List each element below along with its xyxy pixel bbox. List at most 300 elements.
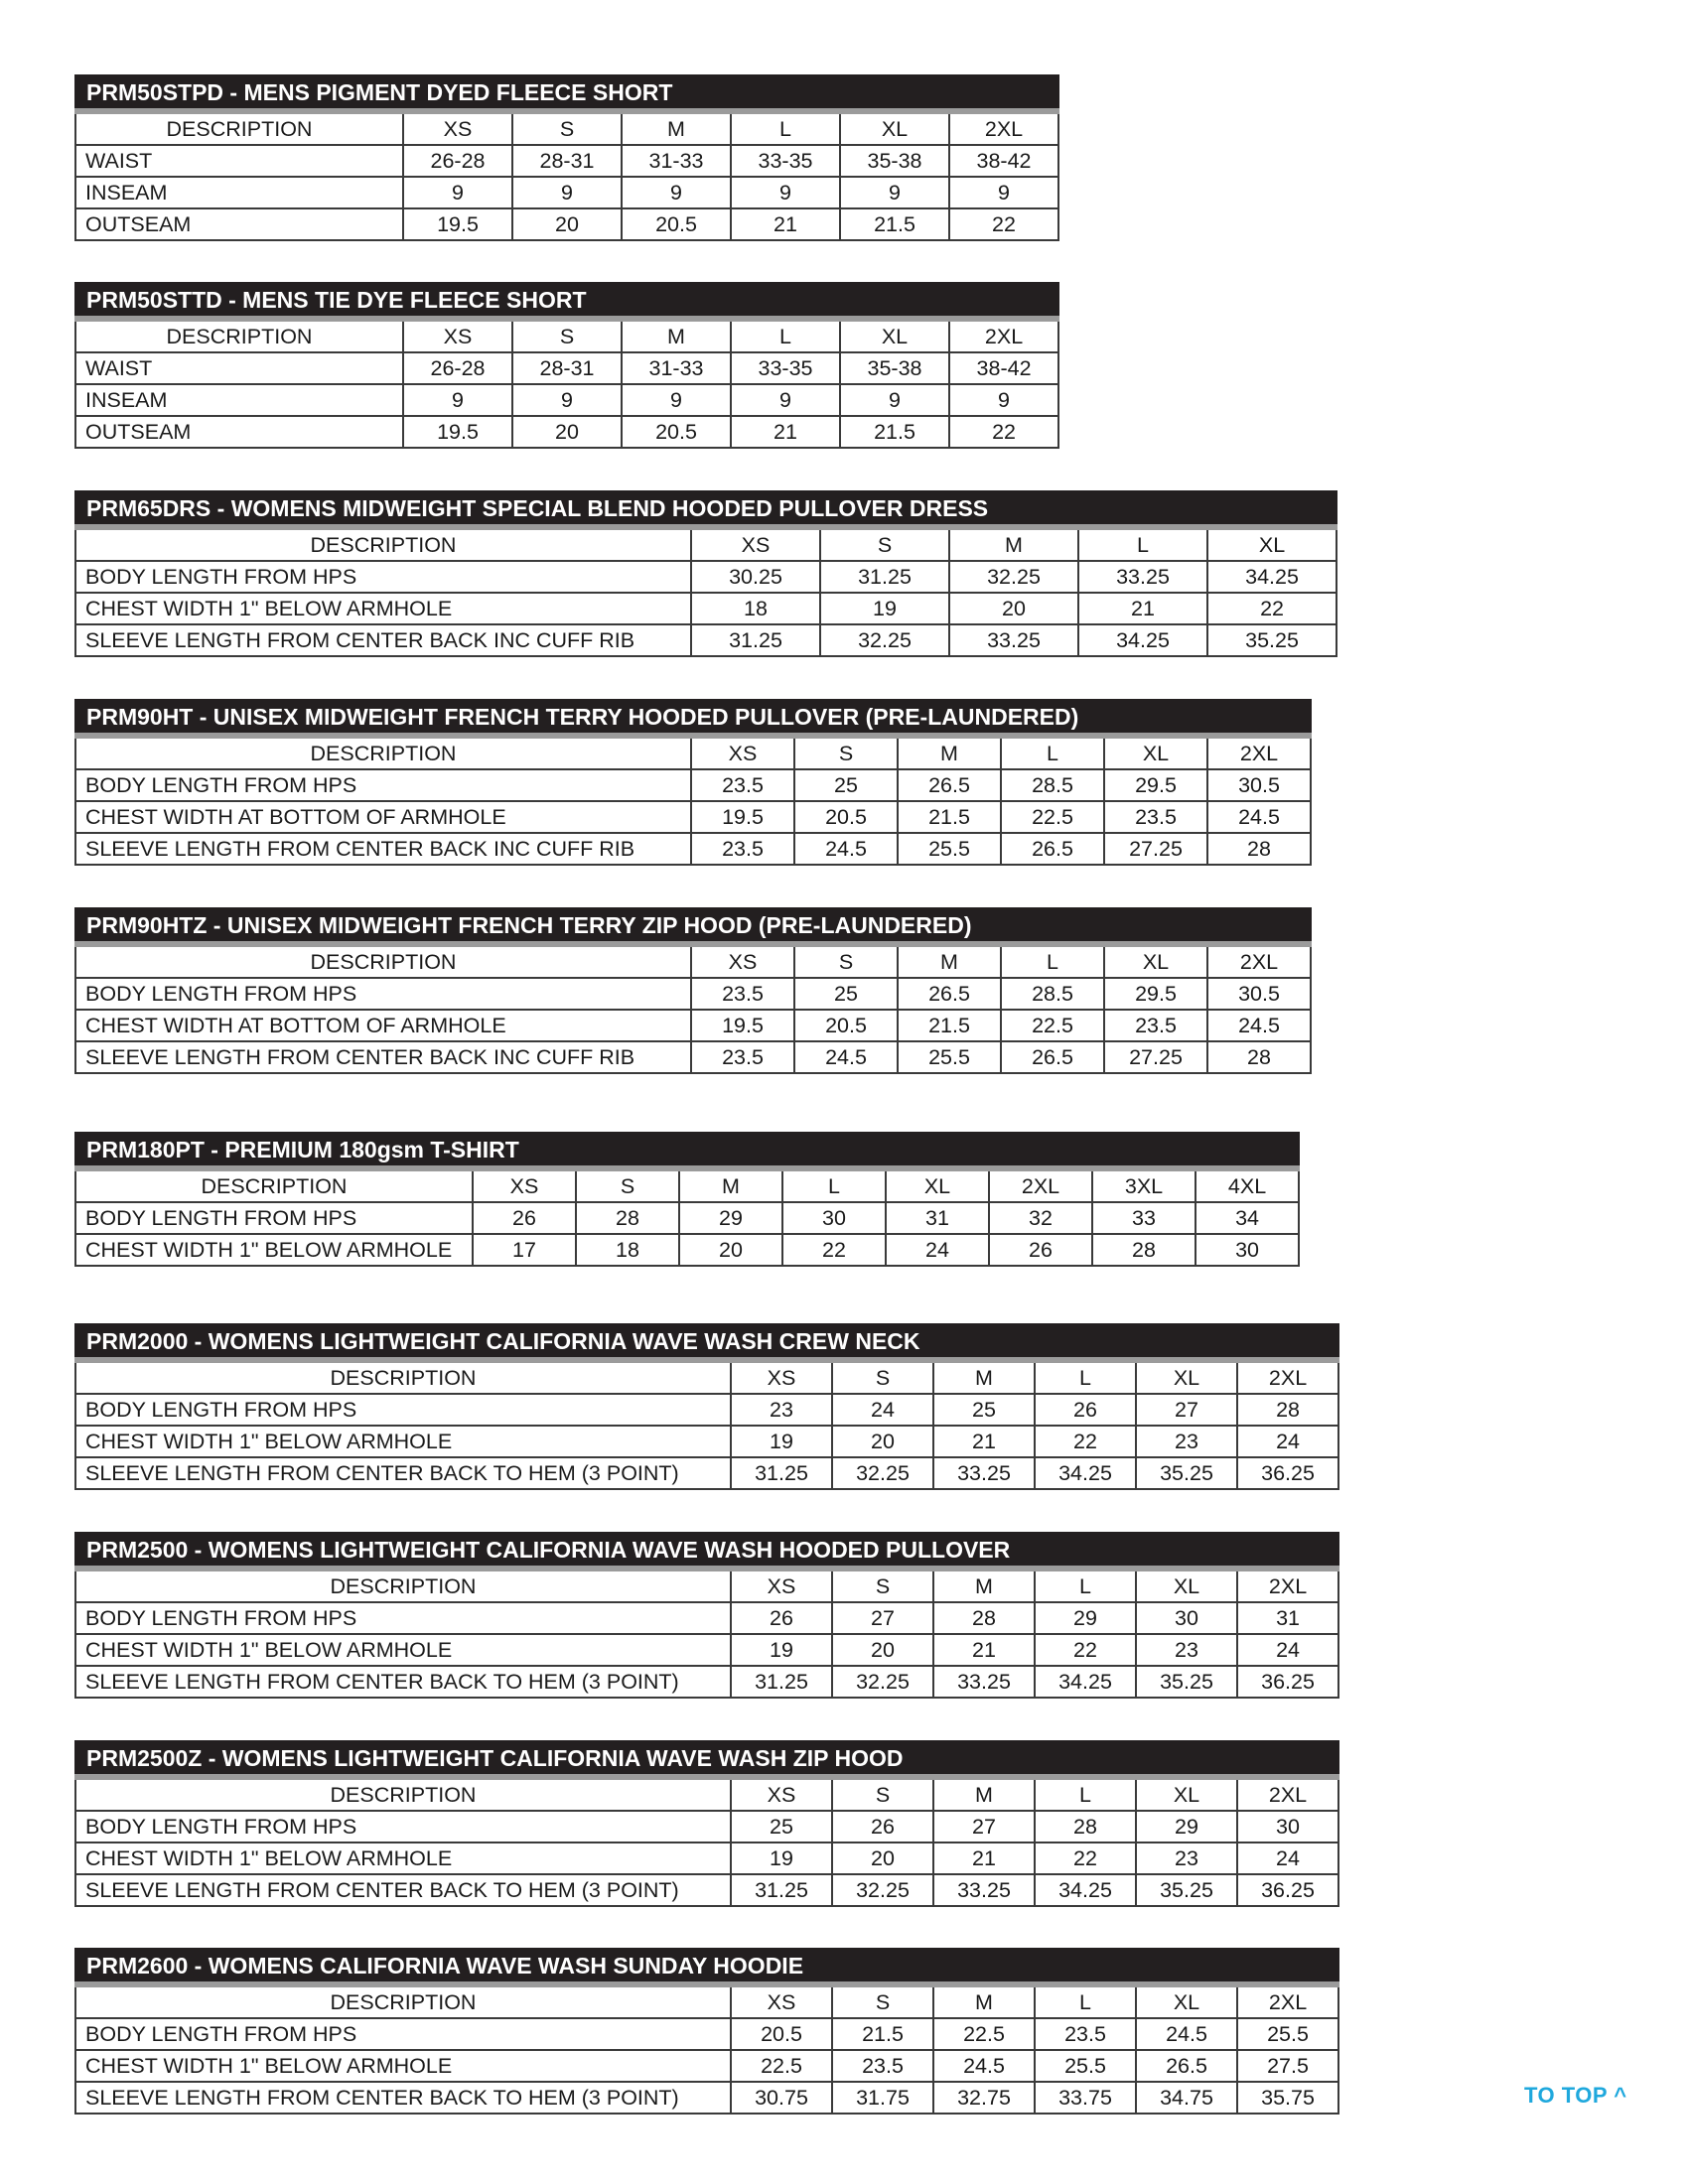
- description-header: DESCRIPTION: [75, 1777, 731, 1811]
- measurement-value: 28: [1207, 833, 1311, 865]
- measurement-value: 34.25: [1035, 1457, 1136, 1489]
- measurement-value: 34: [1196, 1202, 1299, 1234]
- measurement-value: 22: [1035, 1426, 1136, 1457]
- measurement-value: 20.5: [622, 416, 731, 448]
- table-row: [75, 1874, 1338, 1906]
- measurement-value: 21.5: [840, 208, 949, 240]
- measurement-value: 21.5: [840, 416, 949, 448]
- table-row: [75, 177, 1058, 208]
- measurement-value: 23.5: [1104, 1010, 1207, 1041]
- measurement-value: 19: [731, 1426, 832, 1457]
- measurement-value: 23: [1136, 1843, 1237, 1874]
- measurement-value: 19.5: [403, 416, 512, 448]
- measurement-value: 33-35: [731, 352, 840, 384]
- measurement-value: 20: [949, 593, 1078, 624]
- measurement-label: SLEEVE LENGTH FROM CENTER BACK TO HEM (3 POINT): [75, 2082, 731, 2114]
- measurement-label: BODY LENGTH FROM HPS: [75, 769, 691, 801]
- measurement-value: 19.5: [403, 208, 512, 240]
- measurement-value: 25: [731, 1811, 832, 1843]
- size-chart: [74, 907, 1312, 1074]
- measurement-label: CHEST WIDTH AT BOTTOM OF ARMHOLE: [75, 1010, 691, 1041]
- measurement-value: 26.5: [1136, 2050, 1237, 2082]
- measurement-value: 35.75: [1237, 2082, 1338, 2114]
- size-header: M: [933, 1984, 1035, 2018]
- measurement-value: 9: [840, 384, 949, 416]
- measurement-value: 33.25: [933, 1874, 1035, 1906]
- chart-title: PRM65DRS - WOMENS MIDWEIGHT SPECIAL BLEND HOODED PULLOVER DRESS: [75, 491, 1336, 527]
- measurement-value: 32.75: [933, 2082, 1035, 2114]
- measurement-value: 9: [949, 384, 1058, 416]
- size-header: 2XL: [1237, 1777, 1338, 1811]
- measurement-value: 27: [832, 1602, 933, 1634]
- size-chart: [74, 1323, 1339, 1490]
- measurement-value: 22: [1207, 593, 1336, 624]
- size-header: XS: [731, 1360, 832, 1394]
- measurement-value: 33.25: [933, 1666, 1035, 1698]
- measurement-value: 24: [886, 1234, 989, 1266]
- measurement-value: 18: [691, 593, 820, 624]
- description-header: DESCRIPTION: [75, 319, 403, 352]
- size-header: XL: [1136, 1984, 1237, 2018]
- measurement-value: 22: [1035, 1634, 1136, 1666]
- measurement-value: 20: [512, 208, 622, 240]
- measurement-value: 36.25: [1237, 1457, 1338, 1489]
- measurement-value: 31: [886, 1202, 989, 1234]
- size-header: S: [832, 1777, 933, 1811]
- measurement-label: INSEAM: [75, 384, 403, 416]
- description-header: DESCRIPTION: [75, 527, 691, 561]
- measurement-value: 33.75: [1035, 2082, 1136, 2114]
- size-header: XS: [691, 527, 820, 561]
- measurement-value: 20.5: [731, 2018, 832, 2050]
- measurement-value: 32.25: [832, 1457, 933, 1489]
- size-header: S: [576, 1168, 679, 1202]
- measurement-value: 19: [820, 593, 949, 624]
- table-row: [75, 384, 1058, 416]
- measurement-value: 26: [731, 1602, 832, 1634]
- measurement-value: 23.5: [691, 769, 794, 801]
- size-header: L: [1078, 527, 1207, 561]
- measurement-value: 9: [949, 177, 1058, 208]
- size-header: S: [832, 1984, 933, 2018]
- size-header: 2XL: [1207, 736, 1311, 769]
- size-header: S: [512, 319, 622, 352]
- measurement-value: 9: [512, 384, 622, 416]
- measurement-value: 31.25: [731, 1457, 832, 1489]
- measurement-value: 21.5: [832, 2018, 933, 2050]
- measurement-value: 22.5: [933, 2018, 1035, 2050]
- measurement-value: 27: [1136, 1394, 1237, 1426]
- measurement-label: INSEAM: [75, 177, 403, 208]
- size-header: L: [731, 319, 840, 352]
- measurement-value: 35.25: [1136, 1666, 1237, 1698]
- measurement-value: 9: [731, 177, 840, 208]
- table-row: [75, 2082, 1338, 2114]
- size-header: XL: [840, 319, 949, 352]
- table-row: [75, 1041, 1311, 1073]
- measurement-value: 30.5: [1207, 978, 1311, 1010]
- measurement-label: SLEEVE LENGTH FROM CENTER BACK INC CUFF RIB: [75, 1041, 691, 1073]
- table-row: [75, 1010, 1311, 1041]
- size-header: XL: [1104, 736, 1207, 769]
- measurement-value: 28: [1092, 1234, 1196, 1266]
- measurement-value: 28.5: [1001, 769, 1104, 801]
- measurement-value: 20: [832, 1634, 933, 1666]
- chart-title: PRM2500 - WOMENS LIGHTWEIGHT CALIFORNIA WAVE WASH HOODED PULLOVER: [75, 1533, 1338, 1569]
- measurement-value: 26: [1035, 1394, 1136, 1426]
- measurement-value: 26: [989, 1234, 1092, 1266]
- table-row: [75, 593, 1336, 624]
- measurement-value: 26-28: [403, 145, 512, 177]
- description-header: DESCRIPTION: [75, 1168, 473, 1202]
- measurement-value: 19.5: [691, 801, 794, 833]
- table-row: [75, 145, 1058, 177]
- measurement-value: 24: [1237, 1426, 1338, 1457]
- table-row: [75, 801, 1311, 833]
- measurement-value: 22: [1035, 1843, 1136, 1874]
- size-header: M: [933, 1569, 1035, 1602]
- measurement-value: 21: [933, 1843, 1035, 1874]
- measurement-value: 24: [1237, 1843, 1338, 1874]
- header-row: [75, 1360, 1338, 1394]
- measurement-value: 21.5: [898, 1010, 1001, 1041]
- size-header: XL: [1136, 1360, 1237, 1394]
- measurement-label: CHEST WIDTH 1" BELOW ARMHOLE: [75, 1426, 731, 1457]
- measurement-label: BODY LENGTH FROM HPS: [75, 2018, 731, 2050]
- size-header: 2XL: [1237, 1984, 1338, 2018]
- size-header: M: [933, 1360, 1035, 1394]
- size-header: L: [1035, 1777, 1136, 1811]
- measurement-value: 26: [473, 1202, 576, 1234]
- measurement-label: SLEEVE LENGTH FROM CENTER BACK INC CUFF RIB: [75, 624, 691, 656]
- table-row: [75, 352, 1058, 384]
- description-header: DESCRIPTION: [75, 736, 691, 769]
- size-header: XL: [840, 111, 949, 145]
- size-header: L: [782, 1168, 886, 1202]
- size-header: M: [933, 1777, 1035, 1811]
- measurement-value: 31.25: [731, 1666, 832, 1698]
- table-row: [75, 978, 1311, 1010]
- table-row: [75, 1234, 1299, 1266]
- size-header: XL: [1136, 1569, 1237, 1602]
- measurement-value: 34.75: [1136, 2082, 1237, 2114]
- measurement-value: 26.5: [1001, 1041, 1104, 1073]
- measurement-label: WAIST: [75, 352, 403, 384]
- table-row: [75, 1843, 1338, 1874]
- measurement-value: 17: [473, 1234, 576, 1266]
- size-chart: [74, 282, 1059, 449]
- measurement-label: CHEST WIDTH 1" BELOW ARMHOLE: [75, 1843, 731, 1874]
- table-row: [75, 1634, 1338, 1666]
- description-header: DESCRIPTION: [75, 1569, 731, 1602]
- chart-title: PRM50STPD - MENS PIGMENT DYED FLEECE SHORT: [75, 75, 1058, 111]
- size-header: L: [1035, 1569, 1136, 1602]
- measurement-value: 31-33: [622, 352, 731, 384]
- header-row: [75, 736, 1311, 769]
- size-chart: [74, 74, 1059, 241]
- measurement-value: 36.25: [1237, 1666, 1338, 1698]
- measurement-value: 38-42: [949, 352, 1058, 384]
- measurement-value: 24.5: [794, 1041, 898, 1073]
- table-row: [75, 2050, 1338, 2082]
- measurement-value: 25.5: [1237, 2018, 1338, 2050]
- size-chart: [74, 1948, 1339, 2115]
- description-header: DESCRIPTION: [75, 1360, 731, 1394]
- table-row: [75, 1202, 1299, 1234]
- size-header: 2XL: [949, 319, 1058, 352]
- measurement-label: OUTSEAM: [75, 416, 403, 448]
- measurement-label: OUTSEAM: [75, 208, 403, 240]
- measurement-value: 25: [794, 769, 898, 801]
- header-row: [75, 1168, 1299, 1202]
- measurement-value: 22.5: [1001, 801, 1104, 833]
- measurement-value: 24.5: [1207, 801, 1311, 833]
- description-header: DESCRIPTION: [75, 1984, 731, 2018]
- size-header: L: [731, 111, 840, 145]
- size-chart: [74, 1532, 1339, 1699]
- measurement-value: 31-33: [622, 145, 731, 177]
- size-chart: [74, 699, 1312, 866]
- measurement-value: 30: [782, 1202, 886, 1234]
- chart-title: PRM2500Z - WOMENS LIGHTWEIGHT CALIFORNIA WAVE WASH ZIP HOOD: [75, 1741, 1338, 1777]
- measurement-value: 28: [1035, 1811, 1136, 1843]
- measurement-value: 36.25: [1237, 1874, 1338, 1906]
- chart-title: PRM50STTD - MENS TIE DYE FLEECE SHORT: [75, 283, 1058, 319]
- chart-title: PRM90HT - UNISEX MIDWEIGHT FRENCH TERRY HOODED PULLOVER (PRE-LAUNDERED): [75, 700, 1311, 736]
- measurement-value: 31.25: [820, 561, 949, 593]
- measurement-value: 21: [1078, 593, 1207, 624]
- size-header: XL: [886, 1168, 989, 1202]
- measurement-value: 33-35: [731, 145, 840, 177]
- chart-title: PRM2600 - WOMENS CALIFORNIA WAVE WASH SUNDAY HOODIE: [75, 1949, 1338, 1984]
- header-row: [75, 319, 1058, 352]
- size-header: M: [622, 111, 731, 145]
- measurement-value: 31: [1237, 1602, 1338, 1634]
- size-header: S: [832, 1360, 933, 1394]
- measurement-value: 34.25: [1035, 1874, 1136, 1906]
- chart-title: PRM2000 - WOMENS LIGHTWEIGHT CALIFORNIA WAVE WASH CREW NECK: [75, 1324, 1338, 1360]
- measurement-value: 9: [512, 177, 622, 208]
- size-header: M: [622, 319, 731, 352]
- measurement-value: 20.5: [794, 1010, 898, 1041]
- measurement-label: BODY LENGTH FROM HPS: [75, 1394, 731, 1426]
- measurement-value: 28: [1207, 1041, 1311, 1073]
- size-header: L: [1001, 736, 1104, 769]
- measurement-value: 21: [731, 208, 840, 240]
- measurement-value: 23.5: [691, 978, 794, 1010]
- measurement-label: CHEST WIDTH 1" BELOW ARMHOLE: [75, 1234, 473, 1266]
- measurement-value: 22: [949, 208, 1058, 240]
- table-row: [75, 769, 1311, 801]
- measurement-value: 22.5: [731, 2050, 832, 2082]
- measurement-value: 9: [622, 384, 731, 416]
- size-header: 2XL: [989, 1168, 1092, 1202]
- measurement-value: 30.75: [731, 2082, 832, 2114]
- table-row: [75, 1602, 1338, 1634]
- measurement-value: 23.5: [691, 1041, 794, 1073]
- size-header: XL: [1136, 1777, 1237, 1811]
- measurement-label: BODY LENGTH FROM HPS: [75, 1811, 731, 1843]
- measurement-value: 24.5: [1136, 2018, 1237, 2050]
- size-header: 2XL: [1237, 1569, 1338, 1602]
- size-header: M: [679, 1168, 782, 1202]
- measurement-value: 31.25: [731, 1874, 832, 1906]
- size-header: S: [794, 736, 898, 769]
- measurement-value: 24: [832, 1394, 933, 1426]
- size-header: XS: [731, 1777, 832, 1811]
- measurement-value: 21: [933, 1426, 1035, 1457]
- measurement-value: 18: [576, 1234, 679, 1266]
- measurement-value: 23.5: [1035, 2018, 1136, 2050]
- size-header: S: [832, 1569, 933, 1602]
- measurement-value: 24.5: [794, 833, 898, 865]
- measurement-value: 32.25: [820, 624, 949, 656]
- measurement-value: 34.25: [1035, 1666, 1136, 1698]
- measurement-value: 28.5: [1001, 978, 1104, 1010]
- size-header: XS: [403, 111, 512, 145]
- size-header: S: [794, 944, 898, 978]
- table-row: [75, 1811, 1338, 1843]
- size-header: XS: [731, 1984, 832, 2018]
- measurement-value: 29: [1136, 1811, 1237, 1843]
- size-header: M: [949, 527, 1078, 561]
- measurement-label: SLEEVE LENGTH FROM CENTER BACK TO HEM (3 POINT): [75, 1874, 731, 1906]
- size-header: XL: [1104, 944, 1207, 978]
- measurement-value: 26-28: [403, 352, 512, 384]
- measurement-value: 33.25: [1078, 561, 1207, 593]
- measurement-label: BODY LENGTH FROM HPS: [75, 978, 691, 1010]
- measurement-value: 20: [512, 416, 622, 448]
- size-header: XS: [403, 319, 512, 352]
- description-header: DESCRIPTION: [75, 111, 403, 145]
- header-row: [75, 1569, 1338, 1602]
- measurement-value: 23.5: [832, 2050, 933, 2082]
- measurement-value: 25: [933, 1394, 1035, 1426]
- measurement-value: 19: [731, 1634, 832, 1666]
- measurement-value: 32.25: [832, 1874, 933, 1906]
- measurement-value: 25.5: [898, 833, 1001, 865]
- size-header: L: [1001, 944, 1104, 978]
- measurement-value: 29.5: [1104, 978, 1207, 1010]
- measurement-value: 35-38: [840, 145, 949, 177]
- measurement-value: 24.5: [933, 2050, 1035, 2082]
- table-row: [75, 2018, 1338, 2050]
- measurement-value: 23: [1136, 1426, 1237, 1457]
- measurement-value: 20: [832, 1843, 933, 1874]
- description-header: DESCRIPTION: [75, 944, 691, 978]
- measurement-value: 9: [622, 177, 731, 208]
- measurement-value: 22: [949, 416, 1058, 448]
- measurement-value: 27.25: [1104, 833, 1207, 865]
- measurement-value: 29: [679, 1202, 782, 1234]
- size-header: M: [898, 736, 1001, 769]
- measurement-value: 32.25: [832, 1666, 933, 1698]
- size-header: XS: [473, 1168, 576, 1202]
- measurement-label: BODY LENGTH FROM HPS: [75, 1602, 731, 1634]
- measurement-label: CHEST WIDTH 1" BELOW ARMHOLE: [75, 1634, 731, 1666]
- measurement-value: 31.75: [832, 2082, 933, 2114]
- size-header: XS: [691, 944, 794, 978]
- size-header: 2XL: [1237, 1360, 1338, 1394]
- measurement-value: 21.5: [898, 801, 1001, 833]
- size-header: S: [512, 111, 622, 145]
- measurement-value: 24: [1237, 1634, 1338, 1666]
- measurement-value: 20.5: [622, 208, 731, 240]
- measurement-value: 29.5: [1104, 769, 1207, 801]
- size-header: 4XL: [1196, 1168, 1299, 1202]
- size-header: L: [1035, 1984, 1136, 2018]
- size-header: L: [1035, 1360, 1136, 1394]
- header-row: [75, 1777, 1338, 1811]
- measurement-value: 30.25: [691, 561, 820, 593]
- measurement-value: 28-31: [512, 352, 622, 384]
- measurement-value: 19: [731, 1843, 832, 1874]
- measurement-value: 26: [832, 1811, 933, 1843]
- table-row: [75, 416, 1058, 448]
- measurement-value: 31.25: [691, 624, 820, 656]
- measurement-value: 27: [933, 1811, 1035, 1843]
- measurement-value: 20.5: [794, 801, 898, 833]
- table-row: [75, 624, 1336, 656]
- measurement-value: 25.5: [1035, 2050, 1136, 2082]
- measurement-value: 34.25: [1207, 561, 1336, 593]
- measurement-value: 34.25: [1078, 624, 1207, 656]
- measurement-value: 20: [832, 1426, 933, 1457]
- measurement-value: 28: [1237, 1394, 1338, 1426]
- measurement-value: 9: [403, 384, 512, 416]
- size-header: S: [820, 527, 949, 561]
- measurement-value: 27.5: [1237, 2050, 1338, 2082]
- measurement-label: WAIST: [75, 145, 403, 177]
- measurement-value: 25: [794, 978, 898, 1010]
- measurement-value: 23: [1136, 1634, 1237, 1666]
- size-header: XS: [691, 736, 794, 769]
- size-header: XS: [731, 1569, 832, 1602]
- measurement-value: 35.25: [1136, 1457, 1237, 1489]
- measurement-value: 26.5: [898, 978, 1001, 1010]
- chart-title: PRM90HTZ - UNISEX MIDWEIGHT FRENCH TERRY ZIP HOOD (PRE-LAUNDERED): [75, 908, 1311, 944]
- measurement-value: 21: [933, 1634, 1035, 1666]
- measurement-value: 25.5: [898, 1041, 1001, 1073]
- size-chart: [74, 1132, 1300, 1267]
- measurement-value: 35-38: [840, 352, 949, 384]
- table-row: [75, 1666, 1338, 1698]
- measurement-value: 35.25: [1207, 624, 1336, 656]
- measurement-value: 33.25: [933, 1457, 1035, 1489]
- measurement-value: 23.5: [691, 833, 794, 865]
- measurement-value: 22: [782, 1234, 886, 1266]
- table-row: [75, 1426, 1338, 1457]
- size-header: 2XL: [1207, 944, 1311, 978]
- table-row: [75, 1457, 1338, 1489]
- measurement-label: CHEST WIDTH 1" BELOW ARMHOLE: [75, 593, 691, 624]
- measurement-value: 26.5: [898, 769, 1001, 801]
- chart-title: PRM180PT - PREMIUM 180gsm T-SHIRT: [75, 1133, 1299, 1168]
- size-header: 2XL: [949, 111, 1058, 145]
- header-row: [75, 1984, 1338, 2018]
- measurement-value: 21: [731, 416, 840, 448]
- size-header: 3XL: [1092, 1168, 1196, 1202]
- table-row: [75, 1394, 1338, 1426]
- measurement-label: BODY LENGTH FROM HPS: [75, 561, 691, 593]
- measurement-value: 30: [1237, 1811, 1338, 1843]
- measurement-value: 32: [989, 1202, 1092, 1234]
- measurement-value: 30.5: [1207, 769, 1311, 801]
- to-top-link[interactable]: TO TOP ^: [1524, 2083, 1627, 2108]
- measurement-value: 27.25: [1104, 1041, 1207, 1073]
- measurement-value: 19.5: [691, 1010, 794, 1041]
- measurement-label: SLEEVE LENGTH FROM CENTER BACK TO HEM (3 POINT): [75, 1666, 731, 1698]
